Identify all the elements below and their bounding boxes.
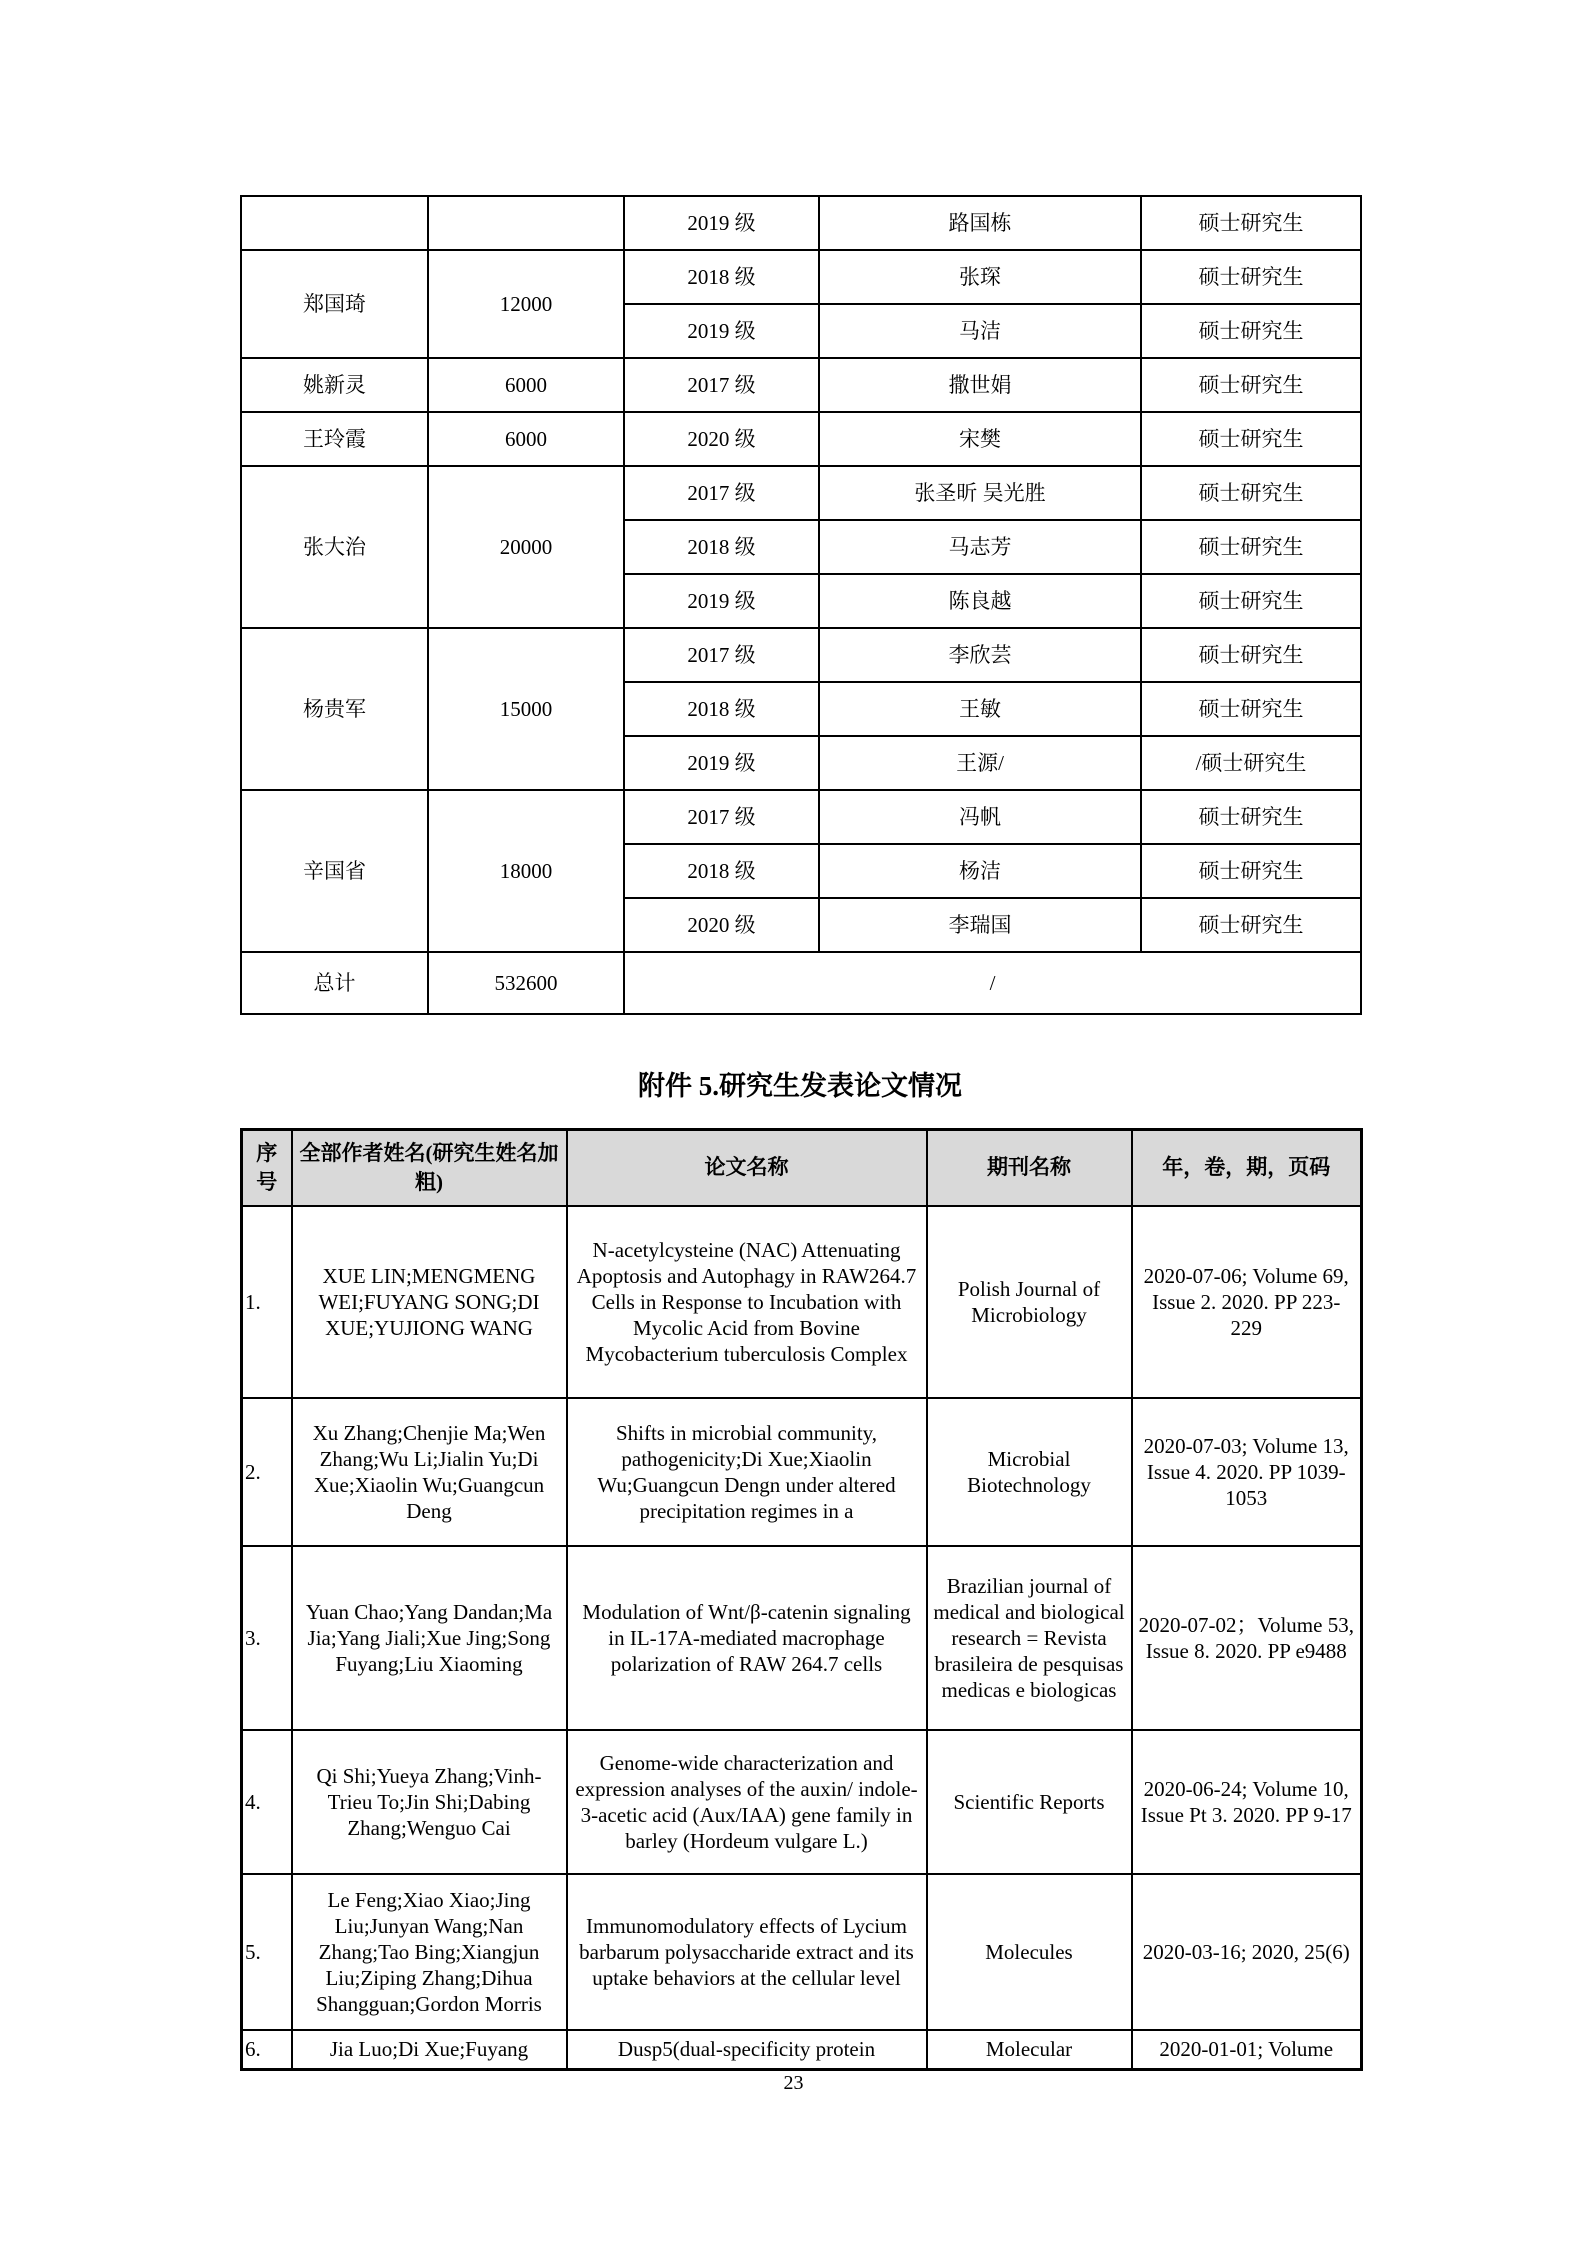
row-number-cell: 2.	[242, 1398, 292, 1546]
amount-cell: 12000	[428, 250, 624, 358]
authors-cell: Jia Luo;Di Xue;Fuyang	[292, 2030, 567, 2070]
papers-row	[242, 2030, 1362, 2070]
grade-cell: 2018 级	[624, 682, 819, 736]
header-year-volume: 年，卷，期，页码	[1132, 1130, 1362, 1206]
header-journal: 期刊名称	[927, 1130, 1132, 1206]
amount-cell: 6000	[428, 412, 624, 466]
student-type-cell: 硕士研究生	[1141, 628, 1361, 682]
student-type-cell: /硕士研究生	[1141, 736, 1361, 790]
total-amount-cell: 532600	[428, 952, 624, 1014]
student-name-cell: 李瑞国	[819, 898, 1141, 952]
row-number-cell: 5.	[242, 1874, 292, 2030]
funding-row	[241, 628, 1361, 682]
row-number-cell: 6.	[242, 2030, 292, 2070]
funding-row	[241, 250, 1361, 304]
authors-cell: XUE LIN;MENGMENG WEI;FUYANG SONG;DI XUE;YUJIONG WANG	[292, 1206, 567, 1398]
grade-cell: 2019 级	[624, 196, 819, 250]
student-name-cell: 李欣芸	[819, 628, 1141, 682]
paper-title-cell: Genome-wide characterization and expression analyses of the auxin/ indole-3-acetic acid (Aux/IAA) gene family in barley (Hordeum vulgare L.)	[567, 1730, 927, 1874]
funding-row	[241, 466, 1361, 520]
teacher-name-cell	[241, 196, 428, 250]
authors-cell: Yuan Chao;Yang Dandan;Ma Jia;Yang Jiali;Xue Jing;Song Fuyang;Liu Xiaoming	[292, 1546, 567, 1730]
student-type-cell: 硕士研究生	[1141, 682, 1361, 736]
grade-cell: 2020 级	[624, 412, 819, 466]
teacher-name-cell: 辛国省	[241, 790, 428, 952]
row-number-cell: 3.	[242, 1546, 292, 1730]
journal-cell: Molecular	[927, 2030, 1132, 2070]
teacher-name-cell: 王玲霞	[241, 412, 428, 466]
header-authors: 全部作者姓名(研究生姓名加粗)	[292, 1130, 567, 1206]
student-type-cell: 硕士研究生	[1141, 196, 1361, 250]
grade-cell: 2019 级	[624, 574, 819, 628]
header-paper-title: 论文名称	[567, 1130, 927, 1206]
funding-table	[240, 195, 1362, 1015]
amount-cell: 6000	[428, 358, 624, 412]
amount-cell: 15000	[428, 628, 624, 790]
journal-cell: Molecules	[927, 1874, 1132, 2030]
grade-cell: 2018 级	[624, 844, 819, 898]
grade-cell: 2019 级	[624, 736, 819, 790]
student-type-cell: 硕士研究生	[1141, 790, 1361, 844]
funding-row	[241, 358, 1361, 412]
papers-row	[242, 1730, 1362, 1874]
amount-cell	[428, 196, 624, 250]
paper-title-cell: Shifts in microbial community, pathogenicity;Di Xue;Xiaolin Wu;Guangcun Dengn under altered precipitation regimes in a	[567, 1398, 927, 1546]
grade-cell: 2020 级	[624, 898, 819, 952]
student-name-cell: 马洁	[819, 304, 1141, 358]
student-type-cell: 硕士研究生	[1141, 466, 1361, 520]
year-volume-cell: 2020-01-01; Volume	[1132, 2030, 1362, 2070]
authors-cell: Qi Shi;Yueya Zhang;Vinh-Trieu To;Jin Shi;Dabing Zhang;Wenguo Cai	[292, 1730, 567, 1874]
total-label-cell: 总计	[241, 952, 428, 1014]
funding-row	[241, 952, 1361, 1014]
teacher-name-cell: 郑国琦	[241, 250, 428, 358]
teacher-name-cell: 张大治	[241, 466, 428, 628]
grade-cell: 2017 级	[624, 628, 819, 682]
grade-cell: 2018 级	[624, 250, 819, 304]
student-type-cell: 硕士研究生	[1141, 304, 1361, 358]
journal-cell: Brazilian journal of medical and biological research = Revista brasileira de pesquisas medicas e biologicas	[927, 1546, 1132, 1730]
student-name-cell: 冯帆	[819, 790, 1141, 844]
student-name-cell: 撒世娟	[819, 358, 1141, 412]
year-volume-cell: 2020-06-24; Volume 10, Issue Pt 3. 2020. PP 9-17	[1132, 1730, 1362, 1874]
journal-cell: Polish Journal of Microbiology	[927, 1206, 1132, 1398]
year-volume-cell: 2020-03-16; 2020, 25(6)	[1132, 1874, 1362, 2030]
student-type-cell: 硕士研究生	[1141, 250, 1361, 304]
authors-cell: Xu Zhang;Chenjie Ma;Wen Zhang;Wu Li;Jialin Yu;Di Xue;Xiaolin Wu;Guangcun Deng	[292, 1398, 567, 1546]
grade-cell: 2018 级	[624, 520, 819, 574]
papers-table	[240, 1128, 1363, 2071]
paper-title-cell: Modulation of Wnt/β-catenin signaling in IL-17A-mediated macrophage polarization of RAW 264.7 cells	[567, 1546, 927, 1730]
paper-title-cell: Dusp5(dual-specificity protein	[567, 2030, 927, 2070]
paper-title-cell: Immunomodulatory effects of Lycium barbarum polysaccharide extract and its uptake behaviors at the cellular level	[567, 1874, 927, 2030]
year-volume-cell: 2020-07-02；Volume 53, Issue 8. 2020. PP e9488	[1132, 1546, 1362, 1730]
student-type-cell: 硕士研究生	[1141, 412, 1361, 466]
authors-cell: Le Feng;Xiao Xiao;Jing Liu;Junyan Wang;Nan Zhang;Tao Bing;Xiangjun Liu;Ziping Zhang;Dihua Shangguan;Gordon Morris	[292, 1874, 567, 2030]
grade-cell: 2017 级	[624, 466, 819, 520]
student-name-cell: 王源/	[819, 736, 1141, 790]
student-type-cell: 硕士研究生	[1141, 358, 1361, 412]
teacher-name-cell: 杨贵军	[241, 628, 428, 790]
papers-row	[242, 1874, 1362, 2030]
student-name-cell: 宋樊	[819, 412, 1141, 466]
papers-row	[242, 1546, 1362, 1730]
papers-row	[242, 1206, 1362, 1398]
student-type-cell: 硕士研究生	[1141, 898, 1361, 952]
funding-row	[241, 196, 1361, 250]
student-name-cell: 王敏	[819, 682, 1141, 736]
year-volume-cell: 2020-07-06; Volume 69, Issue 2. 2020. PP 223-229	[1132, 1206, 1362, 1398]
teacher-name-cell: 姚新灵	[241, 358, 428, 412]
row-number-cell: 4.	[242, 1730, 292, 1874]
papers-row	[242, 1398, 1362, 1546]
grade-cell: 2017 级	[624, 358, 819, 412]
journal-cell: Scientific Reports	[927, 1730, 1132, 1874]
student-name-cell: 杨洁	[819, 844, 1141, 898]
paper-title-cell: N-acetylcysteine (NAC) Attenuating Apoptosis and Autophagy in RAW264.7 Cells in Response to Incubation with Mycolic Acid from Bovine Mycobacterium tuberculosis Complex	[567, 1206, 927, 1398]
amount-cell: 18000	[428, 790, 624, 952]
student-type-cell: 硕士研究生	[1141, 844, 1361, 898]
header-row-number: 序号	[242, 1130, 292, 1206]
student-name-cell: 陈良越	[819, 574, 1141, 628]
grade-cell: 2019 级	[624, 304, 819, 358]
year-volume-cell: 2020-07-03; Volume 13, Issue 4. 2020. PP 1039-1053	[1132, 1398, 1362, 1546]
funding-row	[241, 412, 1361, 466]
grade-cell: 2017 级	[624, 790, 819, 844]
page-number: 23	[783, 2072, 804, 2094]
student-name-cell: 马志芳	[819, 520, 1141, 574]
journal-cell: Microbial Biotechnology	[927, 1398, 1132, 1546]
amount-cell: 20000	[428, 466, 624, 628]
student-name-cell: 张圣昕 吴光胜	[819, 466, 1141, 520]
attachment-title: 附件 5.研究生发表论文情况	[638, 1071, 962, 1101]
total-slash-cell: /	[624, 952, 1361, 1014]
student-name-cell: 张琛	[819, 250, 1141, 304]
papers-header-row	[242, 1130, 1362, 1206]
student-type-cell: 硕士研究生	[1141, 520, 1361, 574]
funding-row	[241, 790, 1361, 844]
student-name-cell: 路国栋	[819, 196, 1141, 250]
student-type-cell: 硕士研究生	[1141, 574, 1361, 628]
row-number-cell: 1.	[242, 1206, 292, 1398]
